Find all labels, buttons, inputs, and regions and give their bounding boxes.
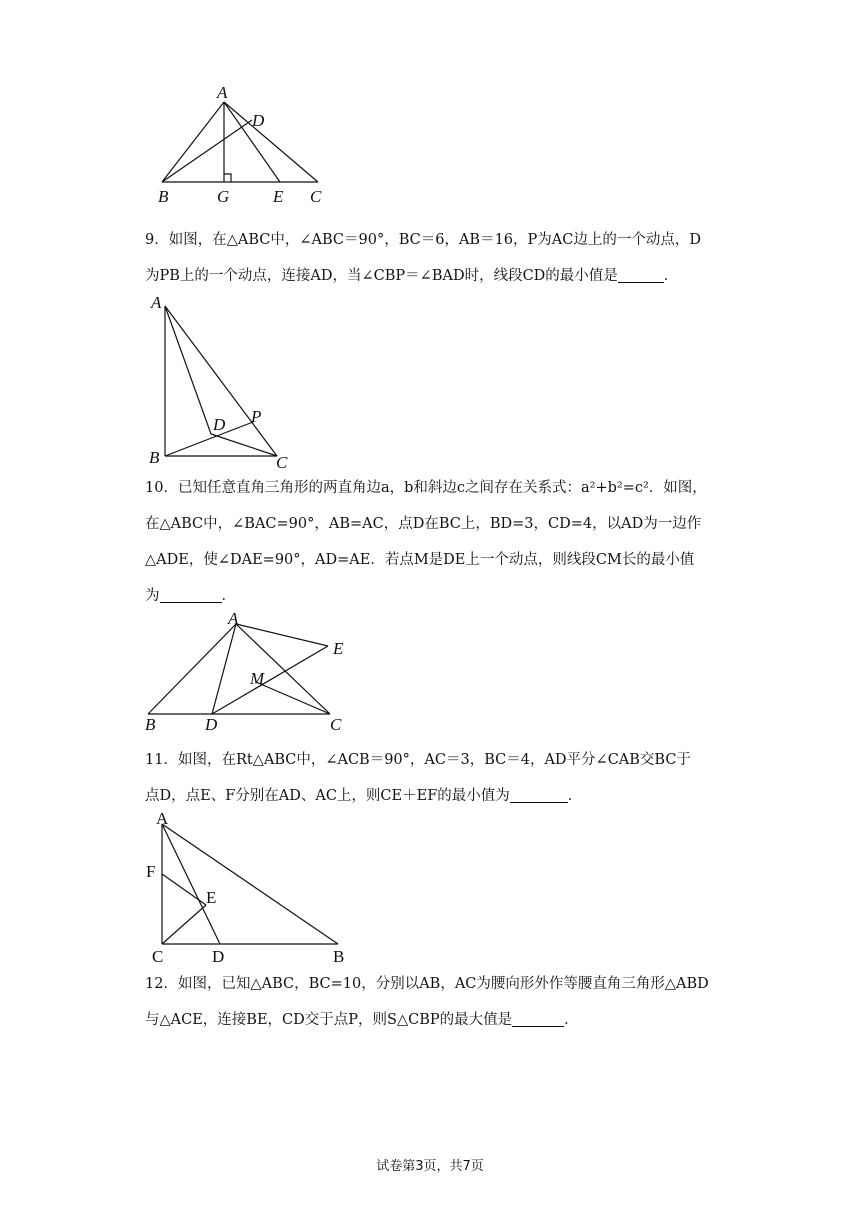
label-f: F [146,862,156,881]
label-b: B [149,448,160,467]
label-g: G [217,187,230,206]
q12-line1: 如图，已知△ABC，BC=10，分别以AB，AC为腰向形外作等腰直角三角形△ABD [177,976,709,992]
q10-line2: 在△ABC中，∠BAC=90°，AB=AC，点D在BC上，BD=3，CD=4，以AD为一边作 [145,516,702,532]
label-m: M [250,669,265,688]
label-c: C [330,715,342,734]
answer-blank[interactable] [160,584,222,603]
q11-number: 11． [145,752,178,768]
page-footer: 试卷第3页，共7页 [376,1159,484,1174]
label-e: E [273,187,284,206]
label-d: D [205,715,218,734]
figure-q9 [145,288,295,474]
label-b: B [333,947,345,966]
label-d: D [213,415,226,434]
figure-q10 [140,608,360,736]
answer-blank[interactable] [510,784,568,803]
question-11: 11．如图，在Rt△ABC中，∠ACB＝90°，AC＝3，BC＝4，AD平分∠CAB交BC于 点D，点E、F分别在AD、AC上，则CE＋EF的最小值为 ． [145,752,691,804]
q11-line1: 如图，在Rt△ABC中，∠ACB＝90°，AC＝3，BC＝4，AD平分∠CAB交BC于 [177,752,691,768]
label-a: A [156,810,169,828]
figure-q8 [150,82,340,212]
label-b: B [158,187,169,206]
label-c: C [276,453,288,472]
label-b: B [145,715,156,734]
q11-line2: 点D，点E、F分别在AD、AC上，则CE＋EF的最小值为 [145,788,510,804]
label-p: P [251,407,262,426]
label-e: E [333,639,344,658]
label-c: C [152,947,164,966]
label-d: D [212,947,225,966]
q10-line3: △ADE，使∠DAE=90°，AD=AE．若点M是DE上一个动点，则线段CM长的最小值 [145,552,695,568]
answer-blank[interactable] [512,1008,564,1027]
q12-line2: 与△ACE，连接BE，CD交于点P，则S△CBP的最大值是 [145,1012,513,1028]
q12-number: 12． [145,976,178,992]
figure-q11 [140,810,360,970]
q9-number: 9． [145,232,169,248]
label-a: A [217,83,228,102]
q9-line1: 如图，在△ABC中，∠ABC＝90°，BC＝6，AB＝16，P为AC边上的一个动点，D [168,232,701,248]
q10-line4: 为 [145,588,160,604]
label-a: A [228,609,239,628]
q9-line2: 为PB上的一个动点，连接AD，当∠CBP＝∠BAD时，线段CD的最小值是 [145,268,618,284]
answer-blank[interactable] [618,264,664,283]
q10-line1: 已知任意直角三角形的两直角边a，b和斜边c之间存在关系式：a²+b²=c²．如图， [177,480,707,496]
question-9: 9．如图，在△ABC中，∠ABC＝90°，BC＝6，AB＝16，P为AC边上的一个动点，D 为PB上的一个动点，连接AD，当∠CBP＝∠BAD时，线段CD的最小值是 ． [145,232,701,284]
question-10: 10．已知任意直角三角形的两直角边a，b和斜边c之间存在关系式：a²+b²=c²．如图， 在△ABC中，∠BAC=90°，AB=AC，点D在BC上，BD=3，CD=4，以AD为一边作 △ADE，使∠DAE=90°，AD=AE．若点M是DE上一个动点，则线段CM长的最小值 为 ． [145,470,725,614]
label-d: D [252,111,265,130]
q10-number: 10． [145,480,178,496]
label-c: C [310,187,322,206]
label-a: A [151,293,162,312]
label-e: E [206,888,217,907]
question-12: 12．如图，已知△ABC，BC=10，分别以AB，AC为腰向形外作等腰直角三角形△ABD 与△ACE，连接BE，CD交于点P，则S△CBP的最大值是 ． [145,976,709,1028]
